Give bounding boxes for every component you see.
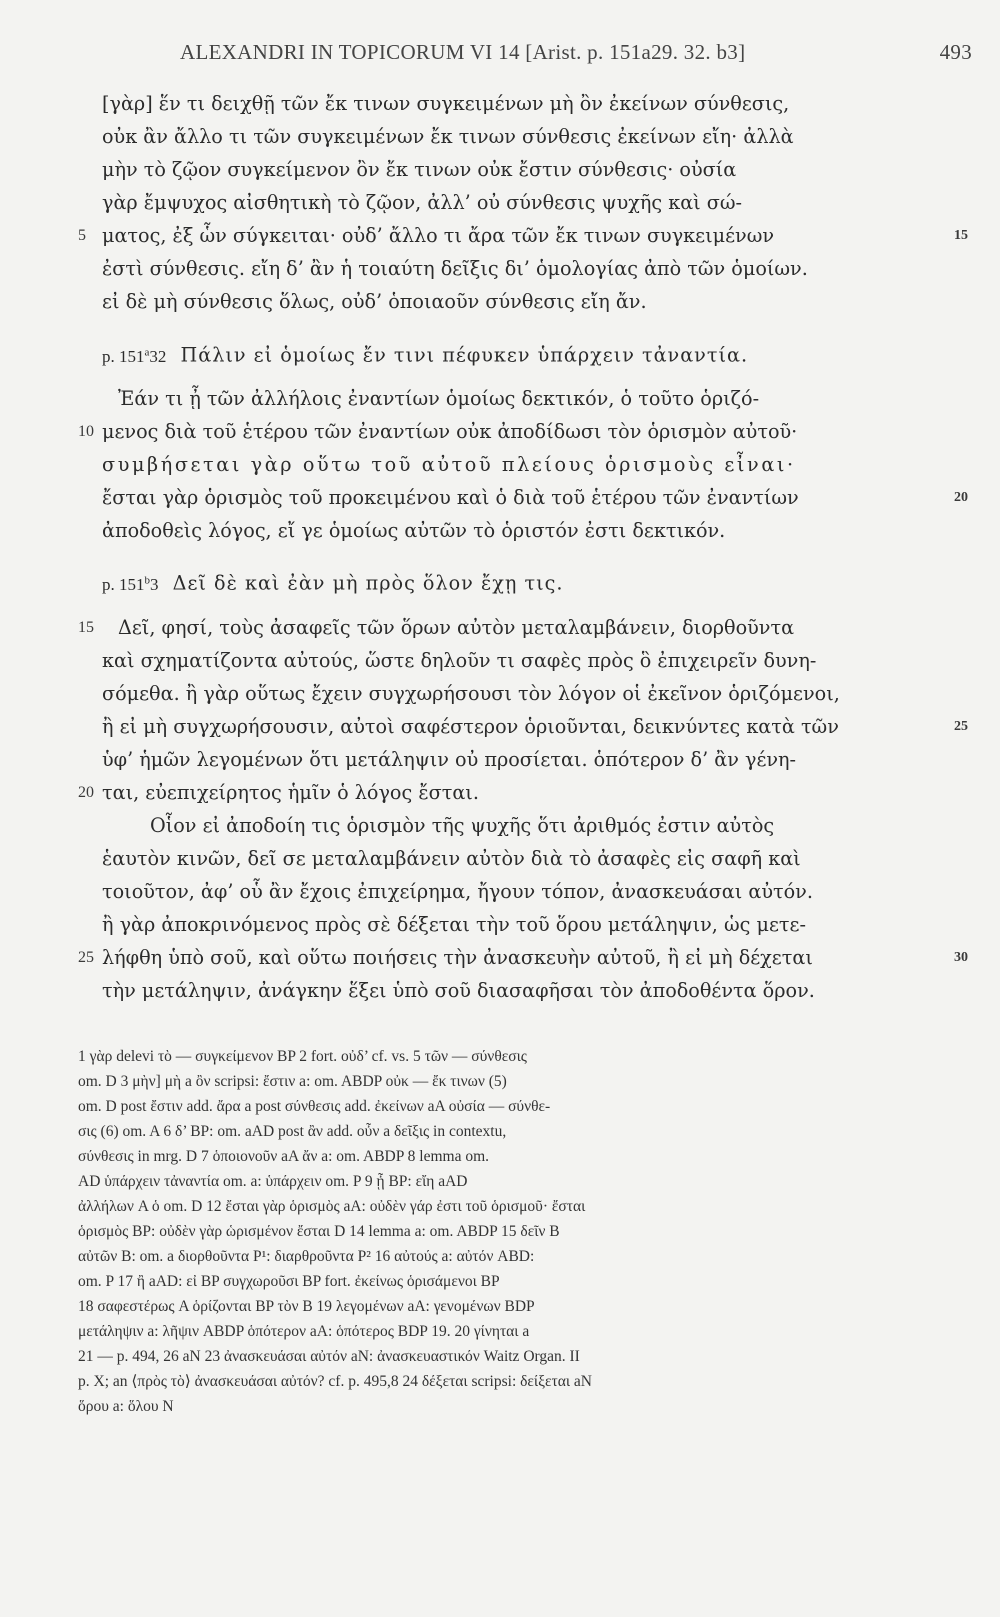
line-number-right: 15: [954, 228, 968, 243]
text-line: λήφθη ὑπὸ σοῦ, καὶ οὕτω ποιήσεις τὴν ἀνασκευὴν αὐτοῦ, ἢ εἰ μὴ δέχεται: [102, 946, 813, 969]
apparatus-line: om. P 17 ἢ aAD: εἰ BP συγχωροῦσι BP fort. ἐκείνως ὁρισάμενοι BP: [78, 1273, 500, 1290]
lemma-reference: p. 151$^b$3: [102, 574, 159, 594]
lemma-reference: p. 151$^a$32: [102, 346, 167, 366]
apparatus-line: σύνθεσις in mrg. D 7 ὁποιονοῦν aA ἄν a: om. ABDP 8 lemma om.: [78, 1148, 489, 1165]
lemma: [102, 566, 563, 594]
text-line: ματος, ἐξ ὧν σύγκειται· οὐδ’ ἄλλο τι ἄρα τῶν ἔκ τινων συγκειμένων: [102, 224, 775, 247]
text-line: Οἷον εἰ ἀποδοίη τις ὁρισμὸν τῆς ψυχῆς ὅτι ἀριθμός ἐστιν αὐτὸς: [150, 814, 775, 837]
apparatus-line: AD ὑπάρχειν τἀναντία om. a: ὑπάρχειν om. P 9 ᾖ BP: εἴη aAD: [78, 1173, 468, 1190]
apparatus-line: ἀλλήλων A ὁ om. D 12 ἔσται γὰρ ὁρισμὸς aA: οὐδὲν γάρ ἐστι τοῦ ὁρισμοῦ· ἔσται: [78, 1198, 586, 1215]
text-line: Δεῖ, φησί, τοὺς ἀσαφεῖς τῶν ὅρων αὐτὸν μεταλαμβάνειν, διορθοῦντα: [118, 616, 795, 639]
apparatus-line: om. D 3 μὴν] μὴ a ὂν scripsi: ἔστιν a: om. ABDP οὐκ — ἔκ τινων (5): [78, 1073, 507, 1090]
text-line: εἰ δὲ μὴ σύνθεσις ὅλως, οὐδ’ ὁποιαοῦν σύνθεσις εἴη ἄν.: [102, 290, 647, 313]
text-line: σόμεθα. ἢ γὰρ οὕτως ἔχειν συγχωρήσουσι τὸν λόγον οἱ ἐκεῖνον ὁριζόμενοι,: [102, 682, 840, 705]
text-line: ται, εὐεπιχείρητος ἡμῖν ὁ λόγος ἔσται.: [102, 781, 479, 804]
text-line: τὴν μετάληψιν, ἀνάγκην ἕξει ὑπὸ σοῦ διασαφῆσαι τὸν ἀποδοθέντα ὅρον.: [102, 979, 815, 1002]
page-number: 493: [939, 40, 972, 64]
apparatus-line: 21 — p. 494, 26 aN 23 ἀνασκευάσαι αὐτόν aN: ἀνασκευαστικόν Waitz Organ. II: [78, 1348, 580, 1365]
text-line: ὑφ’ ἡμῶν λεγομένων ὅτι μετάληψιν οὐ προσίεται. ὁπότερον δ’ ἂν γένη-: [102, 748, 797, 771]
apparatus-line: 1 γὰρ delevi τὸ — συγκείμενον BP 2 fort. οὐδ’ cf. vs. 5 τῶν — σύνθεσις: [78, 1048, 527, 1065]
lemma: [102, 338, 748, 366]
apparatus-line: αὐτῶν B: om. a διορθοῦντα P¹: διαρθροῦντα P² 16 αὐτούς a: αὐτόν ABD:: [78, 1248, 535, 1265]
lemma-text: Δεῖ δὲ καὶ ἐὰν μὴ πρὸς ὅλον ἔχῃ τις.: [172, 571, 564, 595]
text-line: [γὰρ] ἕν τι δειχθῇ τῶν ἔκ τινων συγκειμένων μὴ ὂν ἐκείνων σύνθεσις,: [102, 92, 790, 115]
apparatus-line: σις (6) om. A 6 δ’ BP: om. aAD post ἂν add. οὖν a δεῖξις in contextu,: [78, 1123, 507, 1140]
line-number-left: 25: [78, 949, 94, 966]
text-line: Ἐάν τι ᾖ τῶν ἀλλήλοις ἐναντίων ὁμοίως δεκτικόν, ὁ τοῦτο ὁριζό-: [118, 387, 760, 410]
line-number-right: 25: [954, 719, 968, 734]
text-line: οὐκ ἂν ἄλλο τι τῶν συγκειμένων ἔκ τινων σύνθεσις ἐκείνων εἴη· ἀλλὰ: [102, 125, 794, 148]
text-line: μὴν τὸ ζῷον συγκείμενον ὂν ἔκ τινων οὐκ ἔστιν σύνθεσις· οὐσία: [102, 158, 737, 181]
text-line: γὰρ ἔμψυχος αἰσθητικὴ τὸ ζῷον, ἀλλ’ οὐ σύνθεσις ψυχῆς καὶ σώ-: [102, 191, 743, 214]
apparatus-line: ὁρισμὸς BP: οὐδὲν γὰρ ὡρισμένον ἔσται D 14 lemma a: om. ABDP 15 δεῖν B: [78, 1223, 560, 1240]
line-number-right: 20: [954, 490, 968, 505]
line-number-left: 5: [78, 227, 86, 244]
text-line: μενος διὰ τοῦ ἑτέρου τῶν ἐναντίων οὐκ ἀποδίδωσι τὸν ὁρισμὸν αὐτοῦ·: [102, 420, 798, 443]
text-line: ἢ γὰρ ἀποκρινόμενος πρὸς σὲ δέξεται τὴν τοῦ ὅρου μετάληψιν, ὡς μετε-: [102, 913, 806, 936]
text-line: ἢ εἰ μὴ συγχωρήσουσιν, αὐτοὶ σαφέστερον ὁριοῦνται, δεικνύντες κατὰ τῶν: [102, 715, 839, 738]
text-line: καὶ σχηματίζοντα αὐτούς, ὥστε δηλοῦν τι σαφὲς πρὸς ὃ ἐπιχειρεῖν δυνη-: [102, 649, 817, 672]
text-line: ἑαυτὸν κινῶν, δεῖ σε μεταλαμβάνειν αὐτὸν διὰ τὸ ἀσαφὲς εἰς σαφῆ καὶ: [102, 847, 801, 870]
line-number-right: 30: [954, 950, 968, 965]
text-line: συμβήσεται γὰρ οὕτω τοῦ αὐτοῦ πλείους ὁρισμοὺς εἶναι·: [102, 453, 796, 476]
text-line: ἔσται γὰρ ὁρισμὸς τοῦ προκειμένου καὶ ὁ διὰ τοῦ ἑτέρου τῶν ἐναντίων: [102, 486, 799, 509]
apparatus-line: μετάληψιν a: λῆψιν ABDP ὁπότερον aA: ὁπότερος BDP 19. 20 γίνηται a: [78, 1323, 530, 1340]
running-title: ALEXANDRI IN TOPICORUM VI 14 [Arist. p. 151a29. 32. b3]: [180, 40, 746, 64]
apparatus-line: 18 σαφεστέρως A ὁρίζονται BP τὸν B 19 λεγομένων aA: γενομένων BDP: [78, 1298, 535, 1315]
lemma-text: Πάλιν εἰ ὁμοίως ἔν τινι πέφυκεν ὑπάρχειν τἀναντία.: [180, 343, 749, 367]
text-line: ἀποδοθεὶς λόγος, εἴ γε ὁμοίως αὐτῶν τὸ ὁριστόν ἐστι δεκτικόν.: [102, 519, 726, 542]
line-number-left: 20: [78, 784, 94, 801]
apparatus-line: om. D post ἔστιν add. ἄρα a post σύνθεσις add. ἐκείνων aA οὐσία — σύνθε-: [78, 1098, 551, 1115]
text-line: ἐστὶ σύνθεσις. εἴη δ’ ἂν ἡ τοιαύτη δεῖξις δι’ ὁμολογίας ἀπὸ τῶν ὁμοίων.: [102, 257, 808, 280]
running-header: [180, 40, 972, 70]
apparatus-line: p. X; an ⟨πρὸς τὸ⟩ ἀνασκευάσαι αὐτόν? cf. p. 495,8 24 δέξεται scripsi: δείξεται aN: [78, 1373, 592, 1390]
line-number-left: 15: [78, 619, 94, 636]
apparatus-line: ὅρου a: ὅλου N: [78, 1398, 174, 1415]
text-line: τοιοῦτον, ἀφ’ οὗ ἂν ἔχοις ἐπιχείρημα, ἤγουν τόπον, ἀνασκευάσαι αὐτόν.: [102, 880, 813, 903]
line-number-left: 10: [78, 423, 94, 440]
